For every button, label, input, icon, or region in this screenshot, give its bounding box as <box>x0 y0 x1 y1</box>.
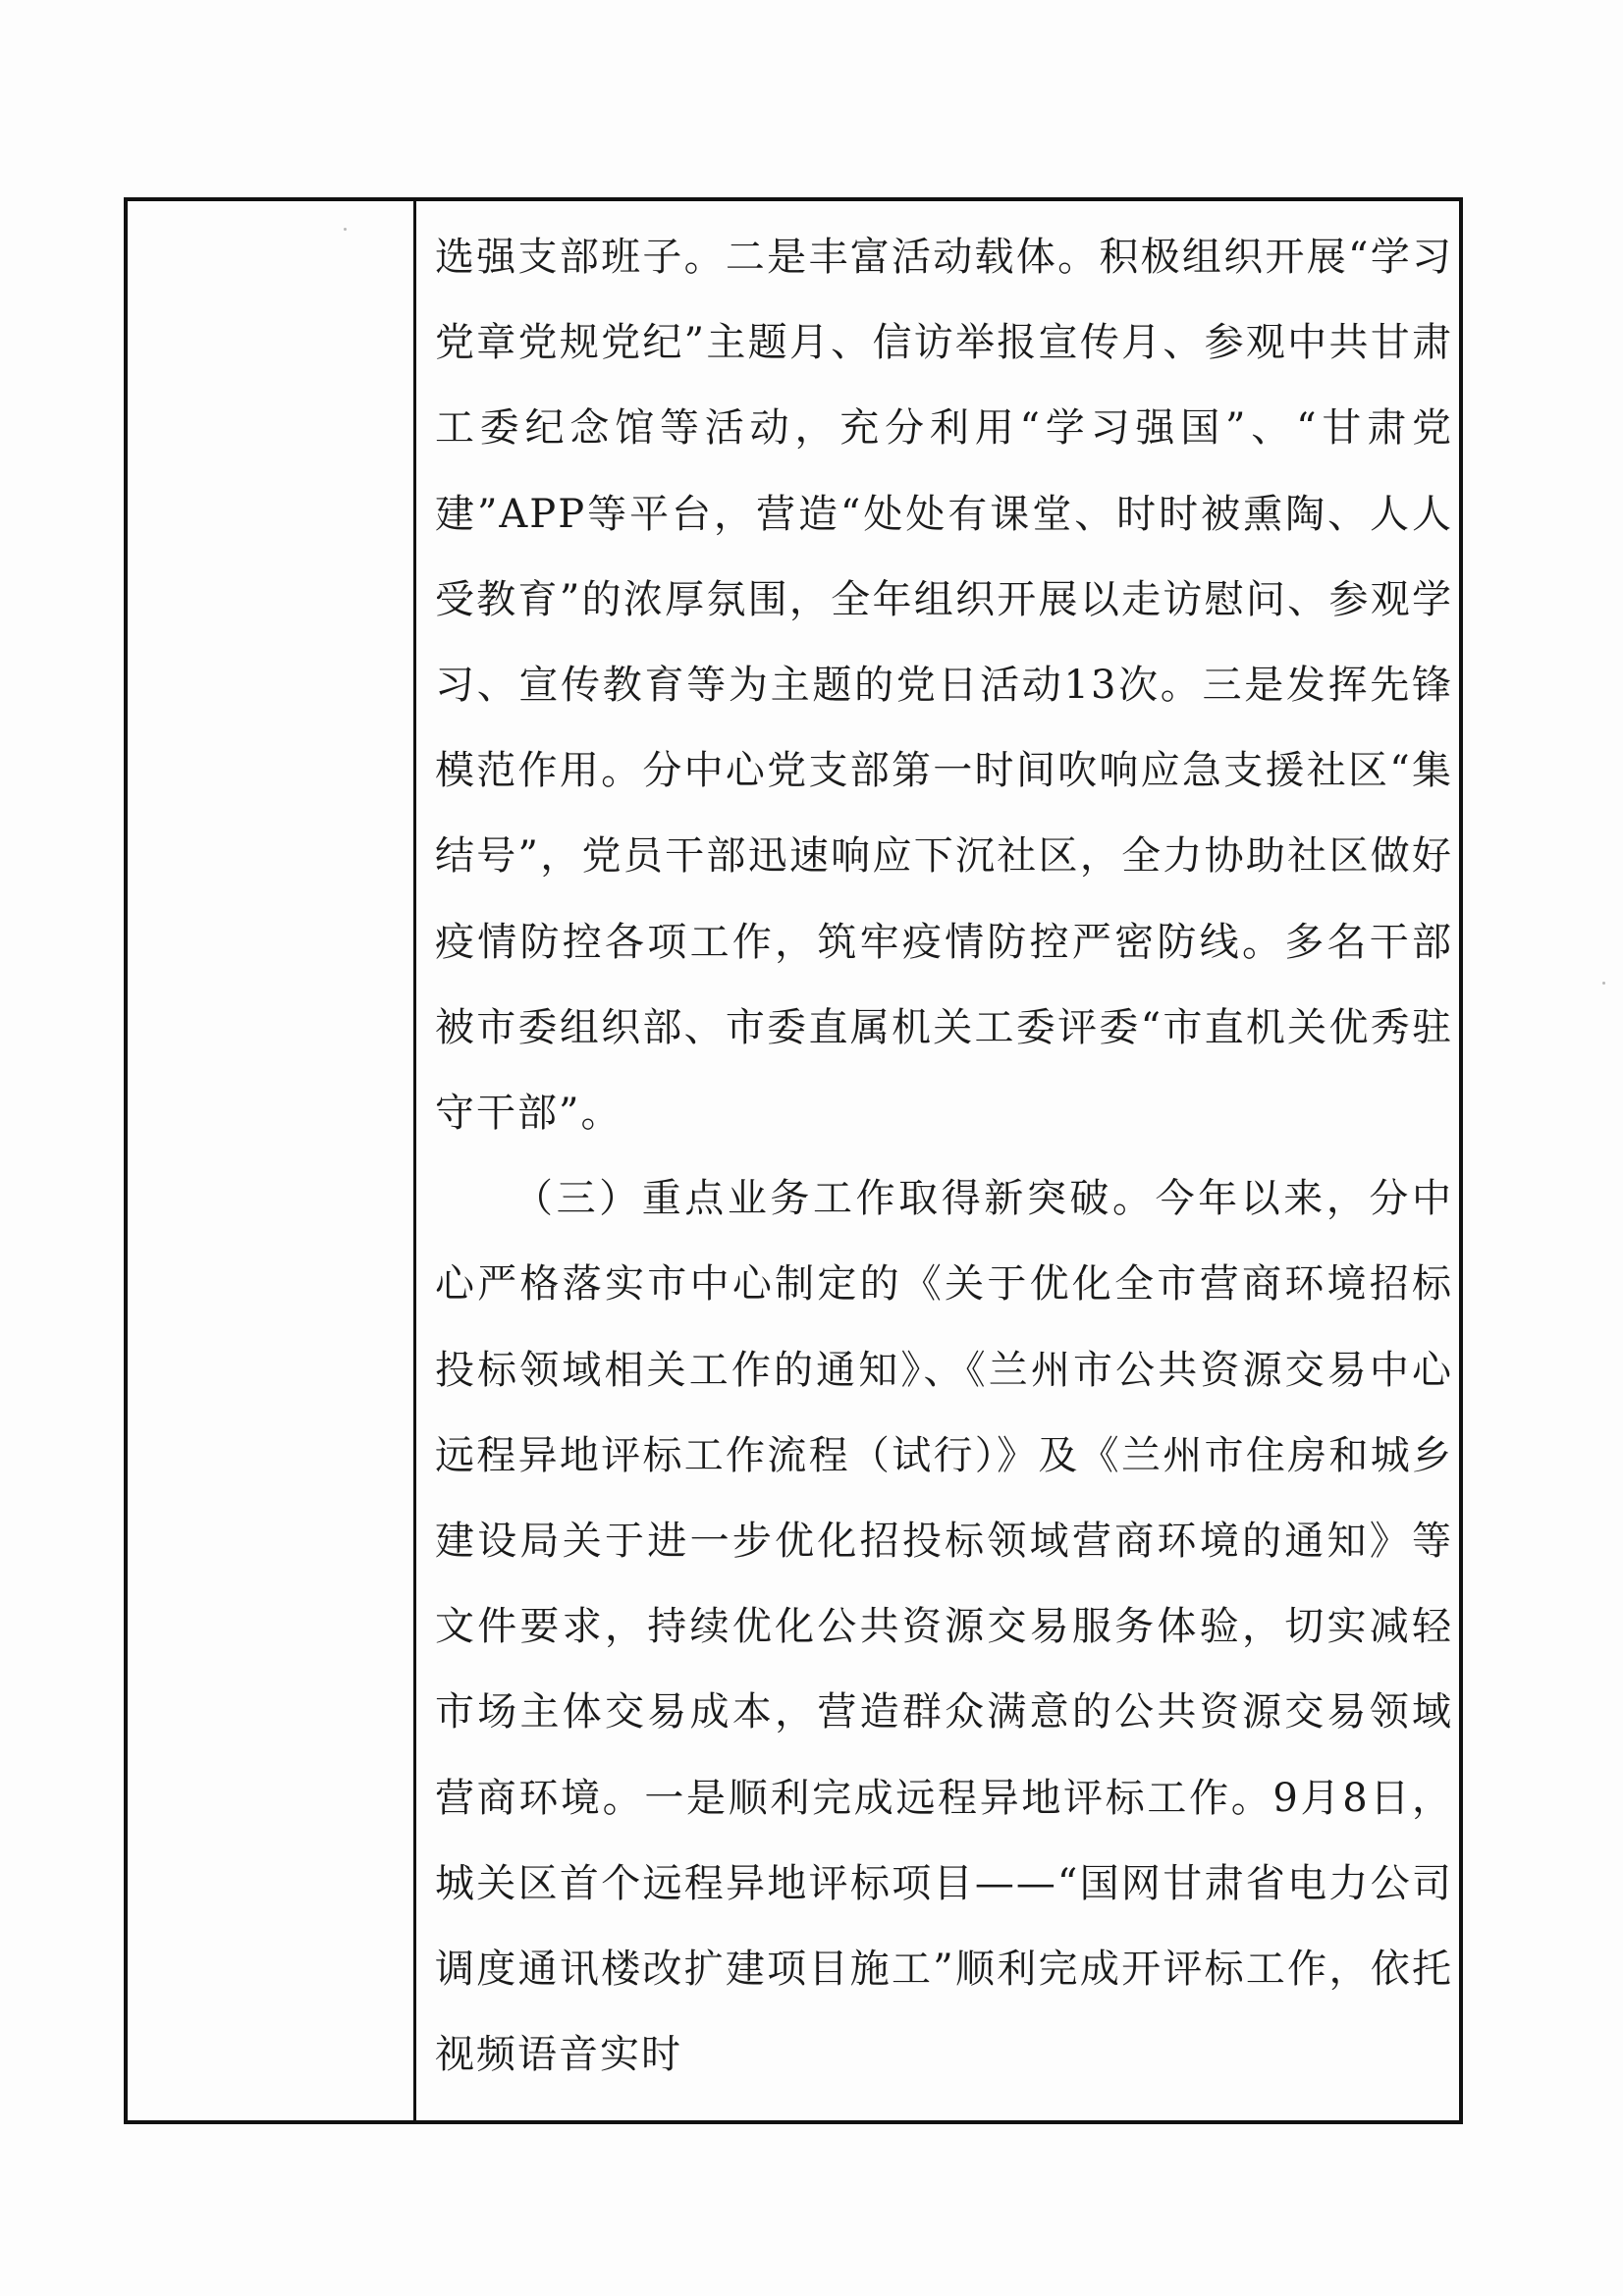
table-right-cell <box>416 201 1459 2120</box>
body-paragraph-section-three: （三）重点业务工作取得新突破。今年以来，分中心严格落实市中心制定的《关于优化全市营商环境招标投标领域相关工作的通知》、《兰州市公共资源交易中心远程异地评标工作流程（试行）》及《兰州市住房和城乡建设局关于进一步优化招投标领域营商环境的通知》等文件要求，持续优化公共资源交易服务体验，切实减轻市场主体交易成本，营造群众满意的公共资源交易领域营商环境。一是顺利完成远程异地评标工作。9月8日，城关区首个远程异地评标项目——“国网甘肃省电力公司调度通讯楼改扩建项目施工”顺利完成开评标工作，依托视频语音实时 <box>435 1176 1453 2078</box>
body-paragraph-continuation: 选强支部班子。二是丰富活动载体。积极组织开展“学习党章党规党纪”主题月、信访举报宣传月、参观中共甘肃工委纪念馆等活动，充分利用“学习强国”、“甘肃党建”APP等平台，营造“处处有课堂、时时被熏陶、人人受教育”的浓厚氛围，全年组织开展以走访慰问、参观学习、宣传教育等为主题的党日活动13次。三是发挥先锋模范作用。分中心党支部第一时间吹响应急支援社区“集结号”，党员干部迅速响应下沉社区，全力协助社区做好疫情防控各项工作，筑牢疫情防控严密防线。多名干部被市委组织部、市委直属机关工委评委“市直机关优秀驻守干部”。 <box>435 235 1453 1137</box>
table-left-cell <box>128 201 416 2120</box>
scan-speck <box>1602 982 1605 985</box>
document-table <box>124 197 1463 2124</box>
